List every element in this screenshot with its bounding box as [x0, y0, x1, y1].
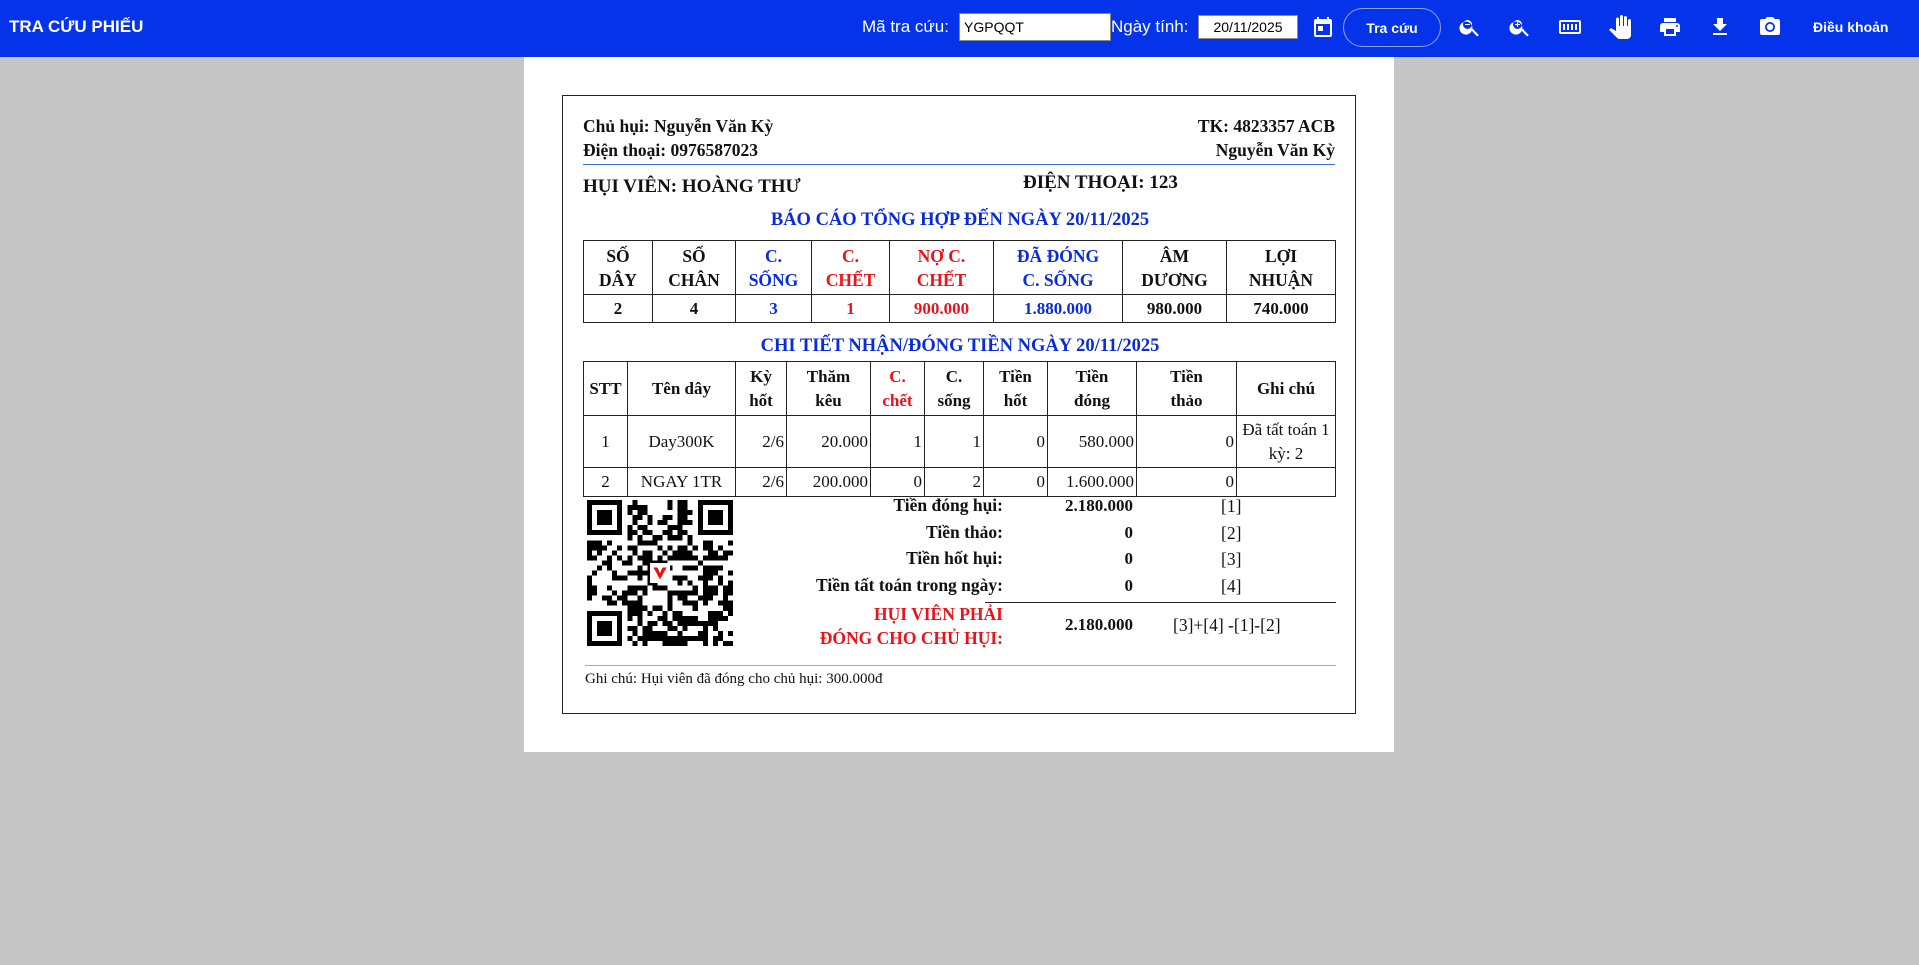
print-icon[interactable] — [1657, 14, 1683, 40]
detail-header-row — [584, 362, 1336, 416]
member-phone: ĐIỆN THOẠI: 123 — [1023, 172, 1178, 193]
summary-cell: 4 — [653, 295, 736, 323]
account-holder: Nguyễn Văn Kỳ — [1215, 140, 1335, 160]
terms-link[interactable]: Điều khoản — [1813, 19, 1889, 35]
summary-cell: 1 — [812, 295, 890, 323]
final-label-line1: HỤI VIÊN PHẢI — [873, 604, 1003, 624]
ten-day-cell: NGAY 1TR — [628, 468, 736, 497]
note-divider — [585, 665, 1336, 666]
total-value: 0 — [1124, 549, 1133, 568]
calendar-icon[interactable] — [1310, 14, 1336, 40]
total-label: Tiền đóng hụi: — [893, 495, 1003, 515]
ky-hot-cell: 2/6 — [736, 416, 787, 468]
final-value: 2.180.000 — [1065, 615, 1133, 634]
total-ref: [2] — [1221, 523, 1242, 543]
lookup-code-label: Mã tra cứu: — [862, 17, 949, 36]
summary-header-row — [584, 241, 1336, 295]
col-stt: STT — [584, 362, 628, 416]
qr-code — [587, 500, 733, 646]
summary-cell: 980.000 — [1123, 295, 1227, 323]
chet-cell: 1 — [871, 416, 925, 468]
summary-value-row — [584, 295, 1336, 323]
receipt-frame — [562, 95, 1356, 714]
stt-cell: 1 — [584, 416, 628, 468]
tien-hot-cell: 0 — [984, 468, 1048, 497]
col-da-dong: ĐÃ ĐÓNG C. SỐNG — [994, 241, 1123, 295]
total-ref: [4] — [1221, 576, 1242, 596]
summary-title: BÁO CÁO TỔNG HỢP ĐẾN NGÀY 20/11/2025 — [770, 210, 1150, 230]
song-cell: 1 — [925, 416, 984, 468]
owner-phone: Điện thoại: 0976587023 — [583, 140, 758, 160]
chet-cell: 0 — [871, 468, 925, 497]
search-button[interactable]: Tra cứu — [1343, 8, 1441, 47]
col-so-chan: SỐ CHÂN — [653, 241, 736, 295]
col-ky-hot: Kỳ hốt — [736, 362, 787, 416]
col-tien-hot: Tiền hốt — [984, 362, 1048, 416]
total-ref: [3] — [1221, 549, 1242, 569]
bank-account: TK: 4823357 ACB — [1197, 116, 1335, 136]
summary-cell: 1.880.000 — [994, 295, 1123, 323]
table-row — [584, 468, 1336, 497]
col-tham-keu: Thăm kêu — [787, 362, 871, 416]
table-row — [584, 416, 1336, 468]
col-no-c-chet: NỢ C. CHẾT — [890, 241, 994, 295]
pan-hand-icon[interactable] — [1607, 14, 1633, 40]
top-toolbar — [0, 0, 1919, 57]
tien-dong-cell: 1.600.000 — [1048, 468, 1137, 497]
note-text: Ghi chú: Hụi viên đã đóng cho chủ hụi: 300.000đ — [585, 671, 883, 687]
col-ten-day: Tên dây — [628, 362, 736, 416]
total-label: Tiền thảo: — [926, 522, 1003, 542]
owner-name: Chủ hụi: Nguyễn Văn Kỳ — [583, 116, 774, 136]
totals-divider — [985, 602, 1336, 603]
summary-table — [583, 240, 1336, 323]
tien-hot-cell: 0 — [984, 416, 1048, 468]
app-title: TRA CỨU PHIẾU — [9, 17, 144, 36]
detail-table — [583, 361, 1336, 497]
song-cell: 2 — [925, 468, 984, 497]
tien-thao-cell: 0 — [1137, 468, 1237, 497]
download-icon[interactable] — [1707, 14, 1733, 40]
zoom-out-icon[interactable] — [1457, 14, 1483, 40]
col-loi-nhuan: LỢI NHUẬN — [1227, 241, 1336, 295]
col-chet: C. chết — [871, 362, 925, 416]
calc-date-input[interactable] — [1198, 15, 1298, 39]
member-name: HỤI VIÊN: HOÀNG THƯ — [583, 176, 801, 197]
col-tien-thao: Tiền thảo — [1137, 362, 1237, 416]
summary-cell: 2 — [584, 295, 653, 323]
col-ghi-chu: Ghi chú — [1237, 362, 1336, 416]
ky-hot-cell: 2/6 — [736, 468, 787, 497]
col-song: C. sống — [925, 362, 984, 416]
summary-cell: 3 — [736, 295, 812, 323]
col-c-chet: C. CHẾT — [812, 241, 890, 295]
total-ref: [1] — [1221, 496, 1242, 516]
header-divider — [583, 164, 1335, 165]
summary-cell: 900.000 — [890, 295, 994, 323]
fit-width-icon[interactable] — [1557, 14, 1583, 40]
total-label: Tiền tất toán trong ngày: — [815, 575, 1003, 595]
total-label: Tiền hốt hụi: — [906, 548, 1003, 568]
col-am-duong: ÂM DƯƠNG — [1123, 241, 1227, 295]
tien-thao-cell: 0 — [1137, 416, 1237, 468]
document-page — [524, 57, 1394, 752]
total-value: 2.180.000 — [1065, 496, 1133, 515]
ten-day-cell: Day300K — [628, 416, 736, 468]
total-value: 0 — [1124, 576, 1133, 595]
ghi-chu-cell: Đã tất toán 1 kỳ: 2 — [1237, 416, 1336, 468]
total-value: 0 — [1124, 523, 1133, 542]
tien-dong-cell: 580.000 — [1048, 416, 1137, 468]
col-tien-dong: Tiền đóng — [1048, 362, 1137, 416]
zoom-in-icon[interactable] — [1507, 14, 1533, 40]
detail-title: CHI TIẾT NHẬN/ĐÓNG TIỀN NGÀY 20/11/2025 — [760, 336, 1160, 356]
stt-cell: 2 — [584, 468, 628, 497]
tham-keu-cell: 20.000 — [787, 416, 871, 468]
calc-date-label: Ngày tính: — [1111, 17, 1189, 36]
tham-keu-cell: 200.000 — [787, 468, 871, 497]
ghi-chu-cell — [1237, 468, 1336, 497]
lookup-code-input[interactable] — [959, 13, 1111, 41]
col-so-day: SỐ DÂY — [584, 241, 653, 295]
col-c-song: C. SỐNG — [736, 241, 812, 295]
final-label-line2: ĐÓNG CHO CHỦ HỤI: — [819, 628, 1003, 648]
camera-icon[interactable] — [1757, 14, 1783, 40]
final-formula: [3]+[4] -[1]-[2] — [1173, 615, 1281, 635]
summary-cell: 740.000 — [1227, 295, 1336, 323]
